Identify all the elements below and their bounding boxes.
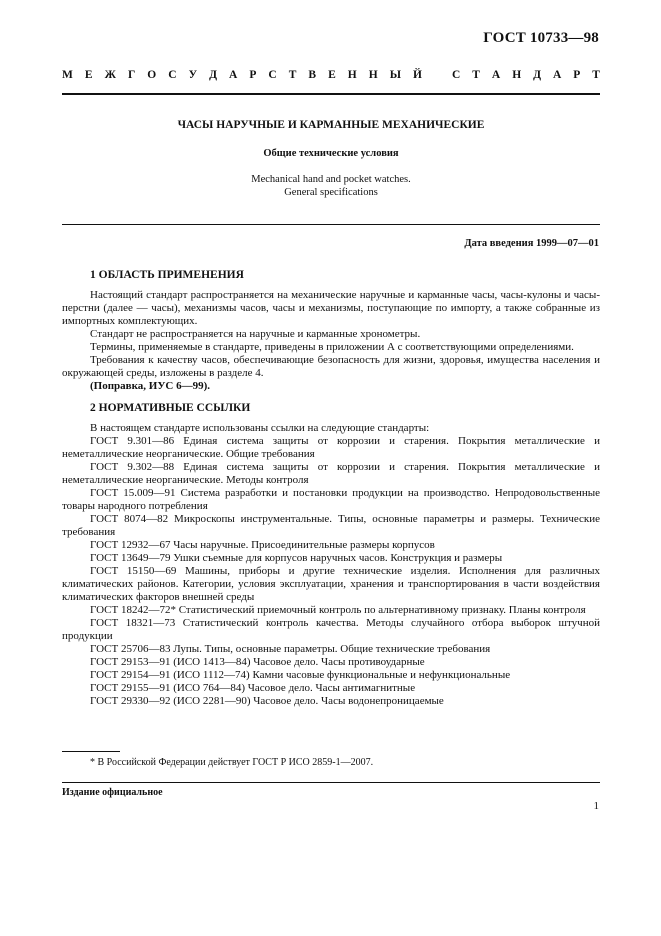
reference-item: ГОСТ 15150—69 Машины, приборы и другие технические изделия. Исполнения для различных климатических районов. Категории, условия эксплуатации, хранения и транспортирования в части воздействия климатических факторов внешней среды [62, 565, 600, 603]
edition-label: Издание официальное [62, 787, 163, 798]
reference-item: ГОСТ 9.301—86 Единая система защиты от коррозии и старения. Покрытия металлические и неметаллические неорганические. Общие требования [62, 435, 600, 460]
english-title-line: General specifications [284, 187, 378, 198]
banner-letter: С [452, 69, 461, 81]
reference-item: ГОСТ 15.009—91 Система разработки и постановки продукции на производство. Непродовольственные товары народного потребления [62, 487, 600, 512]
banner-letter: Р [249, 69, 257, 81]
paragraph: Настоящий стандарт распространяется на механические наручные и карманные часы, часы-кулоны и часы-перстни (далее — часы), механизмы часов, часы и механизмы, поступающие по импорту, а также собранные из импортных комплектующих. [62, 289, 600, 327]
banner-letter: Р [573, 69, 581, 81]
reference-item: ГОСТ 29153—91 (ИСО 1413—84) Часовое дело. Часы противоударные [90, 656, 425, 668]
document-title: ЧАСЫ НАРУЧНЫЕ И КАРМАННЫЕ МЕХАНИЧЕСКИЕ [177, 119, 485, 131]
reference-item: ГОСТ 18242—72* Статистический приемочный контроль по альтернативному признаку. Планы контроля [90, 604, 586, 616]
banner-letter: А [553, 69, 562, 81]
introduction-date: Дата введения 1999—07—01 [464, 238, 599, 249]
banner-letter: Н [347, 69, 357, 81]
banner-letter: А [229, 69, 238, 81]
english-title-line: Mechanical hand and pocket watches. [251, 174, 411, 185]
banner-word-standard [452, 69, 600, 81]
banner-letter: Г [127, 69, 136, 81]
page-number: 1 [593, 800, 599, 812]
header-divider [62, 93, 600, 95]
banner-letter: Д [533, 69, 542, 81]
banner-letter: С [168, 69, 177, 81]
section-heading: 2 НОРМАТИВНЫЕ ССЫЛКИ [90, 402, 251, 414]
banner-letter: Н [368, 69, 378, 81]
banner-letter: Е [328, 69, 336, 81]
document-subtitle: Общие технические условия [263, 148, 399, 159]
section-heading: 1 ОБЛАСТЬ ПРИМЕНЕНИЯ [90, 269, 244, 281]
banner-letter: Ы [389, 69, 401, 81]
reference-item: ГОСТ 9.302—88 Единая система защиты от коррозии и старения. Покрытия металлические и неметаллические неорганические. Методы контроля [62, 461, 600, 486]
footnote-divider [62, 751, 120, 752]
reference-item: ГОСТ 29154—91 (ИСО 1112—74) Камни часовые функциональные и нефункциональные [90, 669, 511, 681]
paragraph: Требования к качеству часов, обеспечивающие безопасность для жизни, здоровья, имущества населения и окружающей среды, изложены в разделе 4. [62, 354, 600, 379]
banner-letter: М [62, 69, 73, 81]
banner-letter: Т [592, 69, 600, 81]
banner-letter: Н [512, 69, 522, 81]
reference-item: ГОСТ 12932—67 Часы наручные. Присоединительные размеры корпусов [90, 539, 435, 551]
banner-letter: Ж [104, 69, 116, 81]
standard-number: ГОСТ 10733—98 [483, 30, 599, 46]
paragraph: Термины, применяемые в стандарте, приведены в приложении А с соответствующими определениями. [90, 341, 574, 353]
banner-letter: Т [288, 69, 297, 81]
document-body [62, 269, 600, 708]
banner-letter: О [147, 69, 157, 81]
amendment-note: (Поправка, ИУС 6—99). [90, 380, 211, 392]
banner-letter: Й [413, 69, 422, 81]
banner-letter: С [268, 69, 277, 81]
reference-item: ГОСТ 29155—91 (ИСО 764—84) Часовое дело. Часы антимагнитные [90, 682, 416, 694]
reference-item: ГОСТ 13649—79 Ушки съемные для корпусов наручных часов. Конструкция и размеры [90, 552, 503, 564]
reference-item: ГОСТ 29330—92 (ИСО 2281—90) Часовое дело. Часы водонепроницаемые [90, 695, 444, 707]
interstate-standard-banner [62, 69, 600, 81]
english-title [62, 173, 600, 199]
banner-letter: Т [472, 69, 480, 81]
reference-item: ГОСТ 18321—73 Статистический контроль качества. Методы случайного отбора выборок штучной продукции [62, 617, 600, 642]
footer-divider [62, 782, 600, 783]
banner-letter: Д [209, 69, 217, 81]
banner-letter: В [308, 69, 317, 81]
paragraph: Стандарт не распространяется на наручные и карманные хронометры. [90, 328, 421, 340]
banner-word-interstate [62, 69, 422, 81]
paragraph: В настоящем стандарте использованы ссылки на следующие стандарты: [90, 422, 430, 434]
banner-letter: Е [84, 69, 93, 81]
banner-letter: У [188, 69, 198, 81]
reference-item: ГОСТ 8074—82 Микроскопы инструментальные. Типы, основные параметры и размеры. Технические требования [62, 513, 600, 538]
footnote: * В Российской Федерации действует ГОСТ Р ИСО 2859-1—2007. [90, 757, 374, 768]
reference-item: ГОСТ 25706—83 Лупы. Типы, основные параметры. Общие технические требования [90, 643, 491, 655]
title-divider [62, 224, 600, 225]
banner-letter: А [491, 69, 501, 81]
